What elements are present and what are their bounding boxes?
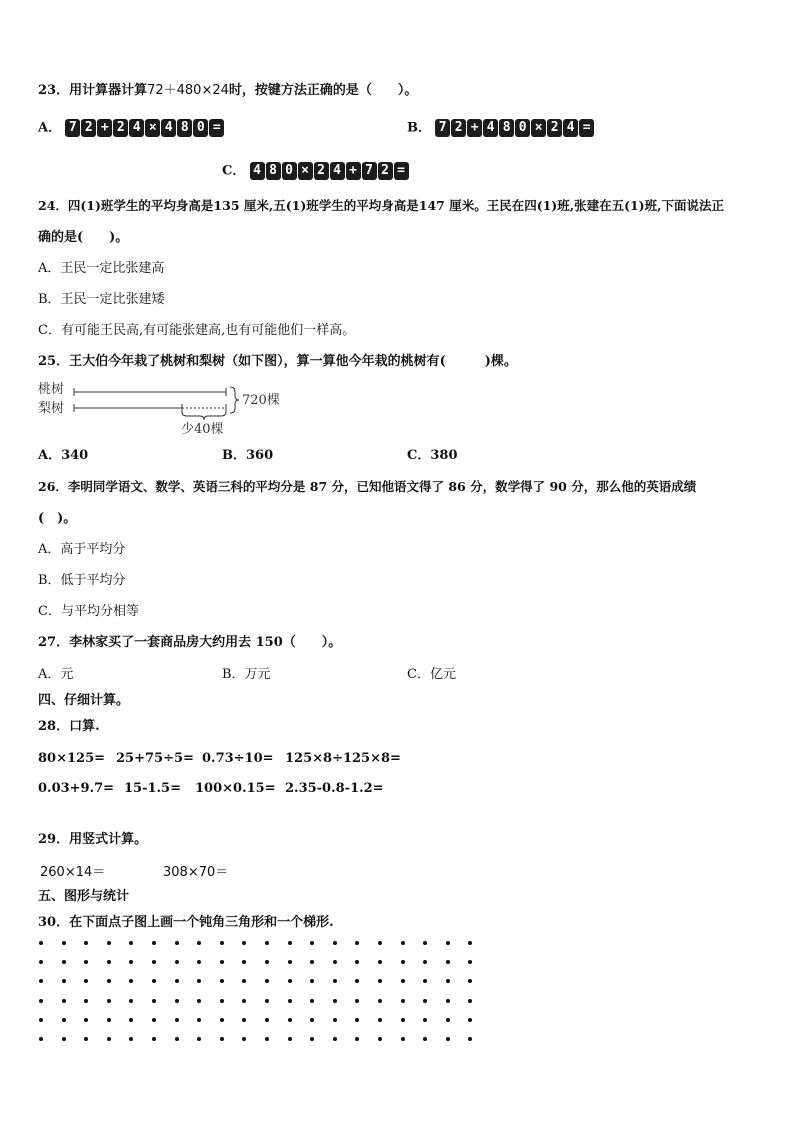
q25-option-c[interactable]: C．380	[407, 448, 458, 463]
grid-dot	[152, 979, 156, 983]
q25-stem: 25．王大伯今年栽了桃树和梨树（如下图），算一算他今年栽的桃树有( )棵。	[38, 354, 517, 369]
grid-dot	[378, 1018, 382, 1022]
q29-expression-2: 308×70＝	[163, 865, 229, 880]
calculator-key: 8	[177, 119, 192, 137]
calculator-key: ×	[145, 119, 160, 137]
grid-dot	[242, 1018, 246, 1022]
grid-dot	[401, 999, 405, 1003]
calculator-key: 4	[330, 162, 345, 180]
grid-dot	[129, 1018, 133, 1022]
grid-dot	[152, 960, 156, 964]
q29-title: 29．用竖式计算。	[38, 832, 148, 847]
grid-dot	[197, 941, 201, 945]
q28-row1-item4: 125×8÷125×8=	[285, 751, 401, 766]
grid-dot	[107, 1018, 111, 1022]
calculator-key: 7	[362, 162, 377, 180]
grid-dot	[242, 979, 246, 983]
grid-dot	[107, 999, 111, 1003]
grid-dot	[39, 979, 43, 983]
grid-dot	[423, 979, 427, 983]
q23-stem	[38, 84, 417, 97]
grid-dot	[288, 979, 292, 983]
calculator-key: 2	[451, 119, 466, 137]
q25-diagram	[36, 378, 296, 438]
q25-label-peach: 桃树	[38, 382, 65, 397]
grid-dot	[355, 999, 359, 1003]
q25-total-brace	[230, 387, 239, 413]
q25-less-label: 少40棵	[181, 422, 224, 437]
q24-option-c[interactable]: C．有可能王民高,有可能张建高,也有可能他们一样高。	[38, 323, 356, 338]
grid-dot	[84, 941, 88, 945]
grid-dot	[355, 960, 359, 964]
calculator-key: 4	[161, 119, 176, 137]
grid-dot	[423, 999, 427, 1003]
q26-stem-line1: 26．李明同学语文、数学、英语三科的平均分是 87 分，已知他语文得了 86 分，数学得了 90 分，那么他的英语成绩	[38, 479, 697, 494]
q28-row2-item1: 0.03+9.7=	[38, 781, 115, 796]
grid-dot	[310, 979, 314, 983]
grid-dot	[129, 960, 133, 964]
grid-dot	[107, 960, 111, 964]
grid-dot	[265, 999, 269, 1003]
q23-option-c[interactable]	[222, 162, 409, 180]
grid-dot	[468, 999, 472, 1003]
q23-prefix: 23．用计算器计算	[38, 83, 148, 98]
q28-row1-item3: 0.73÷10=	[202, 751, 274, 766]
grid-dot	[288, 941, 292, 945]
q28-title: 28．口算.	[38, 719, 100, 734]
grid-dot	[468, 960, 472, 964]
q23-option-b-label: B．	[407, 120, 431, 136]
grid-dot	[129, 979, 133, 983]
calculator-key: +	[467, 119, 482, 137]
q23-option-a[interactable]	[38, 119, 224, 137]
grid-dot	[468, 1037, 472, 1041]
grid-dot	[265, 1018, 269, 1022]
grid-dot	[378, 999, 382, 1003]
grid-dot	[197, 999, 201, 1003]
grid-dot	[152, 941, 156, 945]
calculator-key: 4	[483, 119, 498, 137]
section-5-heading: 五、图形与统计	[38, 889, 130, 904]
grid-dot	[468, 941, 472, 945]
grid-dot	[355, 941, 359, 945]
grid-dot	[310, 1018, 314, 1022]
grid-dot	[288, 1018, 292, 1022]
grid-dot	[62, 960, 66, 964]
calculator-key: 4	[250, 162, 265, 180]
grid-dot	[220, 979, 224, 983]
grid-dot	[423, 1018, 427, 1022]
grid-dot	[175, 979, 179, 983]
grid-dot	[378, 941, 382, 945]
calculator-key: =	[579, 119, 594, 137]
grid-dot	[175, 960, 179, 964]
grid-dot	[129, 941, 133, 945]
grid-dot	[333, 979, 337, 983]
grid-dot	[265, 960, 269, 964]
grid-dot	[84, 1018, 88, 1022]
grid-dot	[39, 941, 43, 945]
calculator-key: =	[394, 162, 409, 180]
calculator-key: 2	[113, 119, 128, 137]
q25-option-a[interactable]: A．340	[38, 448, 89, 463]
q23-expression: 72＋480×24	[147, 83, 229, 98]
grid-dot	[175, 941, 179, 945]
grid-dot	[310, 999, 314, 1003]
grid-dot	[242, 1037, 246, 1041]
calculator-key: 7	[65, 119, 80, 137]
grid-dot	[84, 1037, 88, 1041]
grid-dot	[197, 960, 201, 964]
calculator-key: 2	[378, 162, 393, 180]
grid-dot	[288, 1037, 292, 1041]
grid-dot	[333, 1037, 337, 1041]
grid-dot	[62, 999, 66, 1003]
q23-option-b-keys	[435, 119, 594, 137]
q28-row2-item4: 2.35-0.8-1.2=	[285, 781, 384, 796]
calculator-key: 4	[129, 119, 144, 137]
q23-option-b[interactable]	[407, 119, 594, 137]
grid-dot	[333, 999, 337, 1003]
grid-dot	[401, 960, 405, 964]
grid-dot	[446, 999, 450, 1003]
grid-dot	[355, 1018, 359, 1022]
calculator-key: +	[97, 119, 112, 137]
q25-label-pear: 梨树	[38, 401, 65, 416]
grid-dot	[242, 960, 246, 964]
grid-dot	[39, 1037, 43, 1041]
grid-dot	[265, 979, 269, 983]
grid-dot	[446, 960, 450, 964]
q28-row2-item2: 15-1.5=	[124, 781, 181, 796]
grid-dot	[84, 999, 88, 1003]
q25-option-b[interactable]: B．360	[222, 448, 274, 463]
grid-dot	[220, 1018, 224, 1022]
section-4-heading: 四、仔细计算。	[38, 693, 130, 708]
calculator-key: 2	[547, 119, 562, 137]
q30-title: 30．在下面点子图上画一个钝角三角形和一个梯形.	[38, 915, 334, 930]
calculator-key: 0	[515, 119, 530, 137]
q24-option-b[interactable]: B．王民一定比张建矮	[38, 292, 165, 307]
grid-dot	[175, 1037, 179, 1041]
grid-dot	[401, 941, 405, 945]
calculator-key: 2	[314, 162, 329, 180]
q28-row1-item1: 80×125=	[38, 751, 106, 766]
q28-row1-item2: 25+75÷5=	[116, 751, 194, 766]
q26-option-c[interactable]: C．与平均分相等	[38, 604, 139, 619]
grid-dot	[62, 1018, 66, 1022]
calculator-key: ×	[298, 162, 313, 180]
q23-option-a-label: A．	[38, 120, 62, 136]
grid-dot	[468, 979, 472, 983]
q24-stem-line2: 确的是( )。	[38, 230, 129, 245]
q25-total-label: 720棵	[242, 393, 280, 408]
calculator-key: 7	[435, 119, 450, 137]
grid-dot	[355, 1037, 359, 1041]
grid-dot	[446, 979, 450, 983]
q25-less-brace	[182, 412, 226, 420]
grid-dot	[423, 960, 427, 964]
grid-dot	[152, 999, 156, 1003]
q26-option-b[interactable]: B．低于平均分	[38, 573, 126, 588]
q24-stem-line1: 24．四(1)班学生的平均身高是135 厘米,五(1)班学生的平均身高是147 厘米。王民在四(1)班,张建在五(1)班,下面说法正	[38, 198, 724, 213]
grid-dot	[175, 1018, 179, 1022]
grid-dot	[333, 960, 337, 964]
q27-stem: 27．李林家买了一套商品房大约用去 150（ ）。	[38, 635, 342, 650]
q29-expression-1: 260×14＝	[40, 865, 106, 880]
grid-dot	[197, 1018, 201, 1022]
grid-dot	[423, 1037, 427, 1041]
q23-option-c-label: C．	[222, 163, 246, 179]
grid-dot	[265, 941, 269, 945]
grid-dot	[378, 1037, 382, 1041]
grid-dot	[39, 1018, 43, 1022]
grid-dot	[468, 1018, 472, 1022]
grid-dot	[39, 999, 43, 1003]
grid-dot	[220, 941, 224, 945]
grid-dot	[310, 960, 314, 964]
calculator-key: 8	[499, 119, 514, 137]
grid-dot	[333, 1018, 337, 1022]
calculator-key: 0	[193, 119, 208, 137]
grid-dot	[152, 1037, 156, 1041]
grid-dot	[446, 941, 450, 945]
grid-dot	[152, 1018, 156, 1022]
grid-dot	[446, 1037, 450, 1041]
grid-dot	[242, 999, 246, 1003]
q23-suffix: 时，按键方法正确的是（ ）。	[228, 83, 418, 98]
grid-dot	[39, 960, 43, 964]
grid-dot	[401, 979, 405, 983]
grid-dot	[107, 941, 111, 945]
calculator-key: 2	[81, 119, 96, 137]
grid-dot	[62, 941, 66, 945]
q23-option-a-keys	[65, 119, 224, 137]
grid-dot	[220, 960, 224, 964]
grid-dot	[84, 960, 88, 964]
grid-dot	[288, 999, 292, 1003]
grid-dot	[197, 979, 201, 983]
grid-dot	[265, 1037, 269, 1041]
grid-dot	[288, 960, 292, 964]
grid-dot	[220, 1037, 224, 1041]
q24-option-a[interactable]: A．王民一定比张建高	[38, 261, 165, 276]
calculator-key: 0	[282, 162, 297, 180]
grid-dot	[62, 979, 66, 983]
grid-dot	[129, 999, 133, 1003]
calculator-key: ×	[531, 119, 546, 137]
q27-option-a[interactable]: A．元	[38, 667, 74, 682]
calculator-key: =	[209, 119, 224, 137]
q28-row2-item3: 100×0.15=	[195, 781, 276, 796]
grid-dot	[310, 1037, 314, 1041]
grid-dot	[310, 941, 314, 945]
grid-dot	[378, 979, 382, 983]
q27-option-c[interactable]: C．亿元	[407, 667, 456, 682]
grid-dot	[401, 1018, 405, 1022]
grid-dot	[401, 1037, 405, 1041]
grid-dot	[84, 979, 88, 983]
grid-dot	[423, 941, 427, 945]
calculator-key: +	[346, 162, 361, 180]
grid-dot	[107, 979, 111, 983]
grid-dot	[129, 1037, 133, 1041]
grid-dot	[175, 999, 179, 1003]
q26-stem-line2: ( )。	[38, 511, 77, 526]
grid-dot	[62, 1037, 66, 1041]
calculator-key: 4	[563, 119, 578, 137]
grid-dot	[378, 960, 382, 964]
grid-dot	[107, 1037, 111, 1041]
grid-dot	[242, 941, 246, 945]
grid-dot	[197, 1037, 201, 1041]
q26-option-a[interactable]: A．高于平均分	[38, 542, 126, 557]
grid-dot	[220, 999, 224, 1003]
grid-dot	[333, 941, 337, 945]
grid-dot	[446, 1018, 450, 1022]
grid-dot	[355, 979, 359, 983]
q27-option-b[interactable]: B．万元	[222, 667, 271, 682]
calculator-key: 8	[266, 162, 281, 180]
q23-option-c-keys	[250, 162, 409, 180]
